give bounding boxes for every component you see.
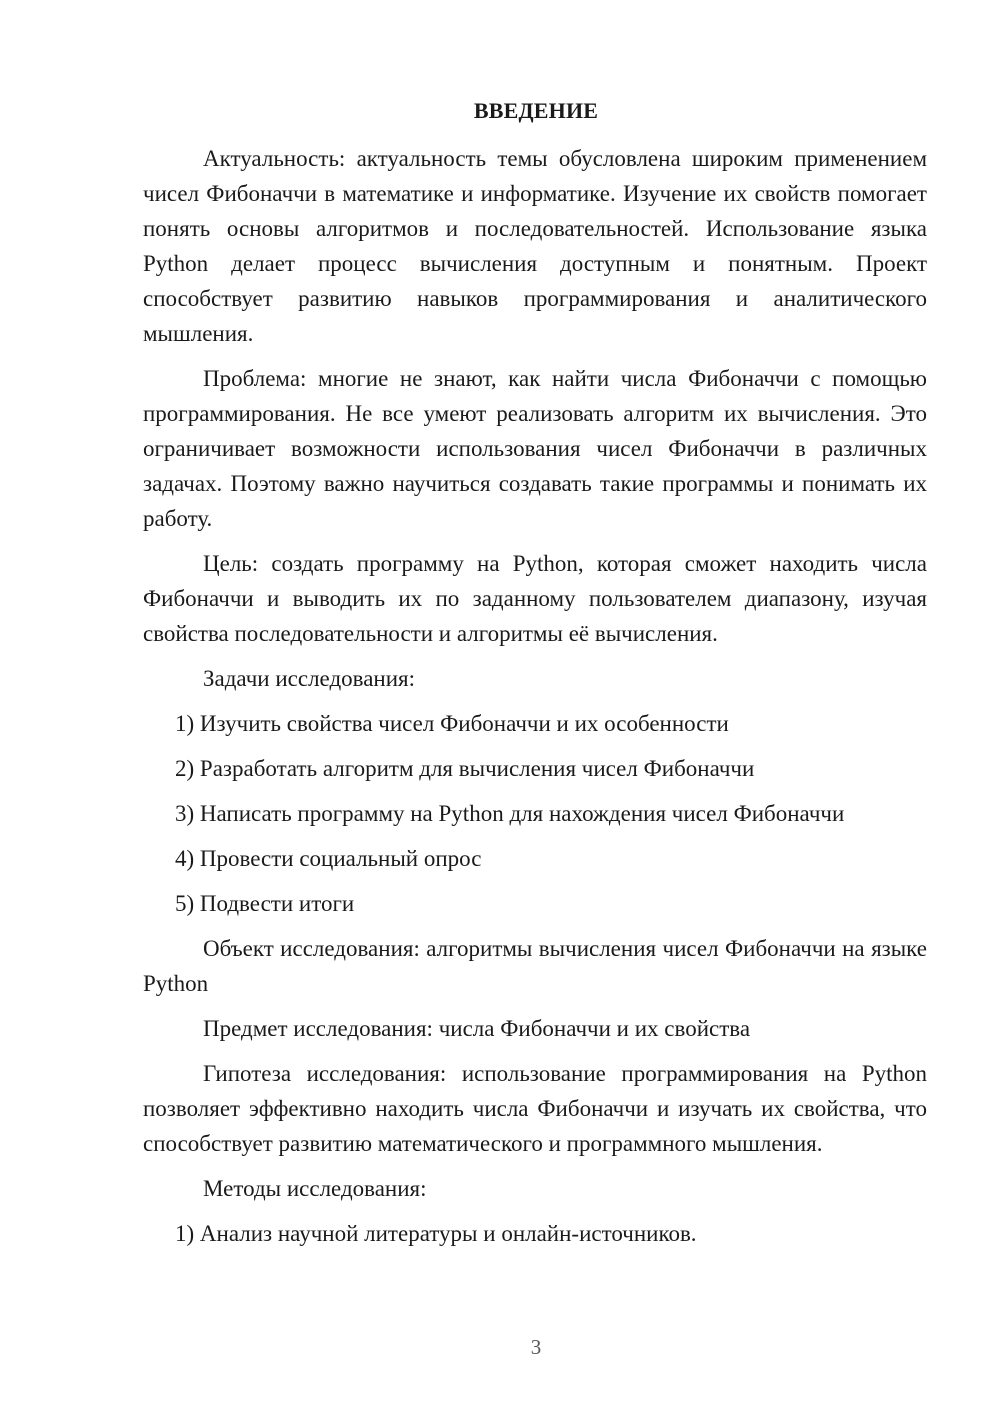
hypothesis-paragraph: Гипотеза исследования: использование программирования на Python позволяет эффективно находить числа Фибоначчи и изучать их свойства, что способствует развитию математического и программного мышления.	[143, 1061, 927, 1156]
relevance-paragraph: Актуальность: актуальность темы обусловлена широким применением чисел Фибоначчи в математике и информатике. Изучение их свойств помогает понять основы алгоритмов и последовательностей. Использование языка Python делает процесс вычисления доступным и понятным. Проект способствует развитию навыков программирования и аналитического мышления.	[143, 146, 927, 346]
method-item: 1) Анализ научной литературы и онлайн-источников.	[175, 1221, 697, 1246]
page-number: 3	[530, 1335, 542, 1359]
task-item: 4) Провести социальный опрос	[175, 846, 482, 871]
task-item: 1) Изучить свойства чисел Фибоначчи и их особенности	[175, 711, 729, 736]
task-item: 2) Разработать алгоритм для вычисления чисел Фибоначчи	[175, 756, 755, 781]
subject-paragraph: Предмет исследования: числа Фибоначчи и их свойства	[203, 1016, 751, 1041]
object-paragraph: Объект исследования: алгоритмы вычисления чисел Фибоначчи на языке Python	[143, 936, 927, 996]
methods-title: Методы исследования:	[203, 1176, 427, 1201]
problem-paragraph: Проблема: многие не знают, как найти числа Фибоначчи с помощью программирования. Не все умеют реализовать алгоритм их вычисления. Это ограничивает возможности использования чисел Фибоначчи в различных задачах. Поэтому важно научиться создавать такие программы и понимать их работу.	[143, 366, 927, 531]
section-heading: ВВЕДЕНИЕ	[473, 98, 599, 123]
task-item: 5) Подвести итоги	[175, 891, 355, 916]
tasks-title: Задачи исследования:	[203, 666, 416, 691]
document-body	[143, 141, 927, 1261]
goal-paragraph: Цель: создать программу на Python, которая сможет находить числа Фибоначчи и выводить их по заданному пользователем диапазону, изучая свойства последовательности и алгоритмы её вычисления.	[143, 551, 927, 646]
task-item: 3) Написать программу на Python для нахождения чисел Фибоначчи	[175, 801, 845, 826]
